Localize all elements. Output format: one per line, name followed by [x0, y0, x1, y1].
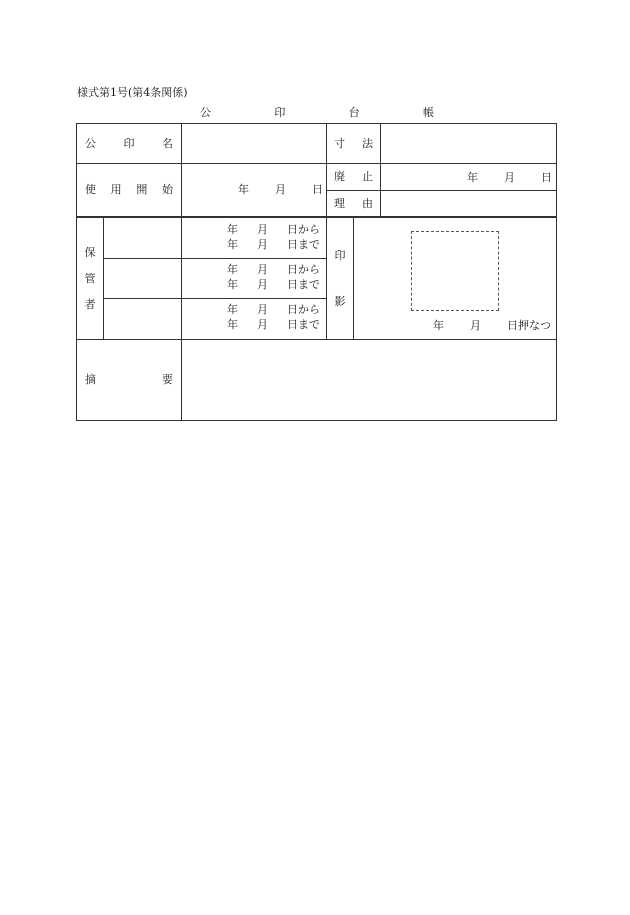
month-label: 月 — [257, 318, 268, 331]
period-from-2[interactable] — [227, 263, 320, 277]
table-right-border — [556, 123, 557, 421]
month-label: 月 — [504, 171, 515, 184]
month-label: 月 — [257, 278, 268, 291]
year-label: 年 — [227, 278, 238, 291]
period-to-1[interactable] — [227, 238, 320, 252]
title-char: 帳 — [422, 106, 434, 119]
day-label: 日から — [287, 263, 320, 276]
label-char: 廃 — [334, 170, 345, 183]
label-char: 由 — [362, 196, 373, 210]
keeper-name-field[interactable] — [104, 299, 181, 339]
row-divider — [76, 216, 557, 218]
label-char: 管 — [84, 272, 96, 285]
label-char: 用 — [110, 183, 122, 196]
day-label: 日 — [541, 171, 552, 184]
seal-impression-box[interactable] — [411, 231, 499, 311]
label-char: 影 — [334, 295, 346, 308]
period-to-2[interactable] — [227, 278, 320, 292]
label-char: 摘 — [85, 373, 96, 386]
label-char: 理 — [334, 196, 345, 210]
impression-label — [327, 247, 353, 309]
year-label: 年 — [227, 303, 238, 316]
period-from-3[interactable] — [227, 303, 320, 317]
title-char: 公 — [200, 106, 211, 119]
title-char: 印 — [274, 106, 286, 119]
table-bottom-border — [76, 420, 557, 421]
start-use-label — [78, 164, 180, 216]
abolish-date-field[interactable] — [467, 171, 552, 185]
label-char: 公 — [85, 136, 96, 150]
day-label: 日まで — [287, 318, 320, 331]
year-label: 年 — [227, 318, 238, 331]
day-label: 日 — [312, 183, 323, 196]
remarks-field[interactable] — [182, 340, 556, 420]
period-from-1[interactable] — [227, 223, 320, 237]
month-label: 月 — [257, 238, 268, 251]
year-label: 年 — [227, 263, 238, 276]
label-char: 寸 — [334, 136, 345, 150]
day-label: 日まで — [287, 238, 320, 251]
day-label: 日まで — [287, 278, 320, 291]
label-char: 使 — [85, 183, 96, 196]
year-label: 年 — [433, 319, 444, 332]
seal-name-label — [78, 124, 180, 163]
month-label: 月 — [257, 263, 268, 276]
month-label: 月 — [275, 183, 286, 196]
size-label — [327, 124, 380, 163]
label-char: 止 — [362, 170, 373, 183]
label-char: 者 — [84, 298, 96, 311]
keeper-name-field[interactable] — [104, 259, 181, 298]
year-label: 年 — [227, 223, 238, 236]
year-label: 年 — [467, 171, 478, 184]
day-label: 日押なつ — [507, 319, 551, 332]
label-char: 印 — [334, 249, 346, 262]
remarks-label — [78, 340, 180, 420]
keeper-name-field[interactable] — [104, 219, 181, 258]
label-char: 要 — [162, 373, 173, 386]
label-char: 開 — [136, 183, 148, 196]
keeper-label — [77, 244, 103, 312]
title-char: 台 — [348, 106, 360, 119]
reason-label — [327, 191, 380, 216]
column-divider — [353, 218, 354, 339]
period-to-3[interactable] — [227, 318, 320, 332]
reason-field[interactable] — [381, 191, 556, 216]
label-char: 法 — [362, 136, 373, 150]
day-label: 日から — [287, 223, 320, 236]
year-label: 年 — [227, 238, 238, 251]
year-label: 年 — [238, 183, 249, 196]
start-date-field[interactable] — [238, 183, 323, 197]
day-label: 日から — [287, 303, 320, 316]
abolish-label — [327, 164, 380, 190]
form-number: 様式第1号(第4条関係) — [77, 86, 188, 99]
month-label: 月 — [257, 303, 268, 316]
month-label: 月 — [470, 319, 481, 332]
label-char: 始 — [161, 183, 173, 196]
label-char: 名 — [162, 136, 173, 150]
label-char: 保 — [84, 246, 96, 259]
label-char: 印 — [123, 136, 135, 150]
month-label: 月 — [257, 223, 268, 236]
form-title — [200, 106, 434, 120]
seal-name-field[interactable] — [182, 124, 326, 163]
size-field[interactable] — [381, 124, 556, 163]
stamp-date-field[interactable] — [433, 319, 551, 333]
